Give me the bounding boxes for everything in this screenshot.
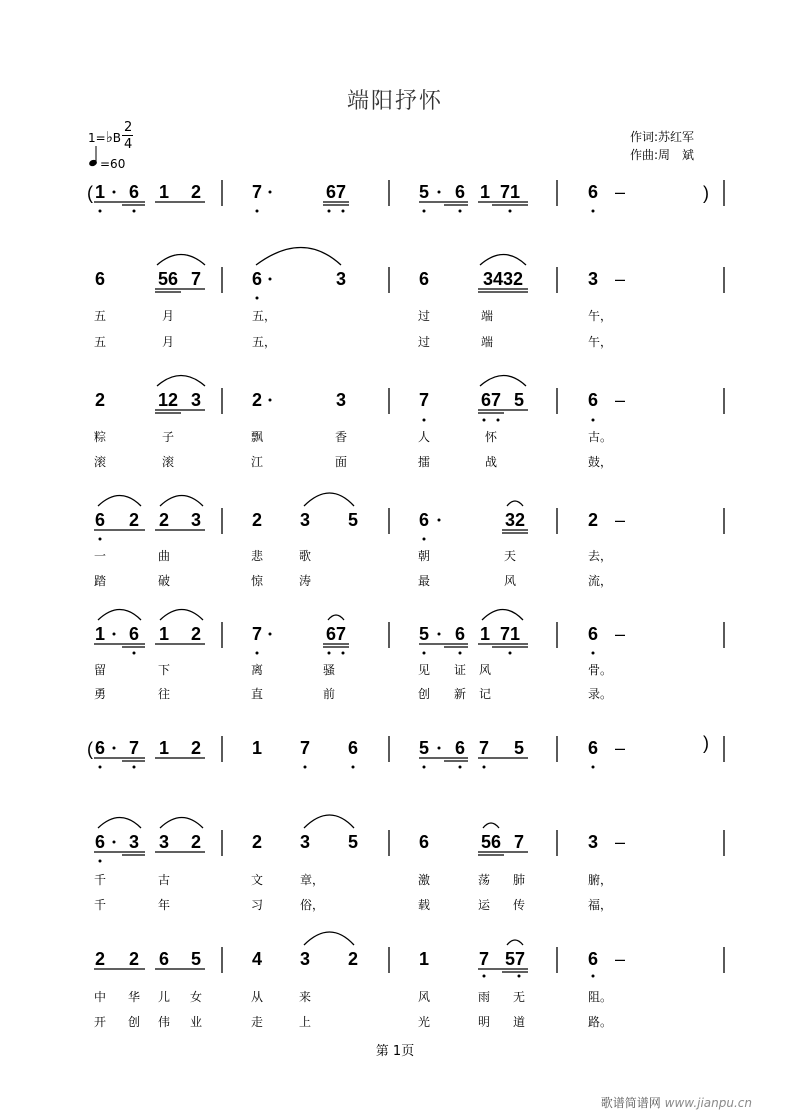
lyric: 五，: [251, 309, 277, 323]
octave-dot: [423, 652, 426, 655]
time-bottom: 4: [124, 137, 133, 152]
jianpu-note: 6: [94, 738, 106, 758]
lyric: 道: [512, 1015, 526, 1029]
slur: [483, 823, 499, 828]
jianpu-note: 6: [418, 510, 430, 530]
jianpu-note: 3: [190, 510, 202, 530]
jianpu-note: 67: [325, 182, 347, 202]
lyric: 最: [417, 574, 431, 588]
jianpu-note: 3: [128, 832, 140, 852]
lyric: 午，: [587, 309, 613, 323]
lyric: 面: [334, 455, 348, 469]
lyric: 怀: [484, 430, 498, 444]
jianpu-note: 2: [190, 832, 202, 852]
lyric: 上: [298, 1015, 312, 1029]
jianpu-note: 2: [251, 390, 263, 410]
dash: –: [614, 832, 626, 852]
lyric: 滚: [161, 455, 175, 469]
jianpu-note: 6: [587, 624, 599, 644]
jianpu-note: 6: [158, 949, 170, 969]
lyric: 过: [417, 335, 431, 349]
lyric: 粽: [93, 430, 107, 444]
octave-dot: [483, 766, 486, 769]
lyric: 天: [503, 549, 517, 563]
jianpu-note: 2: [94, 390, 106, 410]
octave-dot: [99, 538, 102, 541]
lyric: 踏: [93, 574, 107, 588]
lyric: 下: [157, 663, 171, 677]
jianpu-note: 32: [504, 510, 526, 530]
slur: [160, 496, 203, 507]
jianpu-note: 3: [158, 832, 170, 852]
dash: –: [614, 510, 626, 530]
jianpu-note: 6: [94, 269, 106, 289]
lyric: 风: [503, 574, 517, 588]
watermark-url: www.jianpu.cn: [664, 1096, 752, 1110]
slur: [304, 932, 354, 945]
jianpu-note: 7: [128, 738, 140, 758]
jianpu-note: 3: [587, 832, 599, 852]
repeat-bracket-close: ): [703, 183, 709, 203]
lyric: 业: [189, 1015, 203, 1029]
jianpu-note: 6: [94, 832, 106, 852]
octave-dot: [99, 860, 102, 863]
composer-credit: 作曲:周 斌: [630, 148, 695, 162]
octave-dot: [592, 975, 595, 978]
octave-dot: [256, 210, 259, 213]
jianpu-note: 67: [480, 390, 502, 410]
lyric: 子: [161, 430, 175, 444]
rhythm-dot: [113, 841, 116, 844]
jianpu-note: 6: [454, 182, 466, 202]
jianpu-note: 5: [418, 182, 430, 202]
slur: [157, 255, 205, 266]
lyric: 来: [298, 990, 312, 1004]
jianpu-note: 7: [251, 182, 263, 202]
jianpu-note: 7: [299, 738, 311, 758]
dash: –: [614, 390, 626, 410]
lyric: 激: [417, 873, 431, 887]
rhythm-dot: [269, 633, 272, 636]
lyric: 战: [484, 455, 498, 469]
lyric: 录。: [587, 687, 613, 701]
octave-dot: [423, 419, 426, 422]
lyric: 涛: [298, 574, 312, 588]
jianpu-note: 2: [128, 510, 140, 530]
octave-dot: [483, 975, 486, 978]
dash: –: [614, 624, 626, 644]
lyric: 破: [157, 574, 171, 588]
octave-dot: [304, 766, 307, 769]
jianpu-note: 5: [418, 738, 430, 758]
lyric: 从: [250, 990, 264, 1004]
slur: [480, 255, 526, 266]
octave-dot: [483, 419, 486, 422]
jianpu-note: 6: [128, 624, 140, 644]
rhythm-dot: [269, 278, 272, 281]
jianpu-note: 6: [587, 738, 599, 758]
lyric: 五: [93, 309, 107, 323]
jianpu-note: 2: [94, 949, 106, 969]
dash: –: [614, 949, 626, 969]
slur: [256, 248, 341, 266]
page-number: 第 1页: [375, 1044, 415, 1059]
lyric: 人: [417, 430, 431, 444]
jianpu-note: 12: [157, 390, 179, 410]
lyric: 无: [512, 990, 526, 1004]
lyric: 运: [477, 898, 491, 912]
tempo: =60: [100, 157, 126, 171]
jianpu-note: 6: [251, 269, 263, 289]
jianpu-note: 7: [478, 738, 490, 758]
lyric: 香: [334, 430, 348, 444]
jianpu-note: 2: [158, 510, 170, 530]
lyric: 走: [250, 1015, 264, 1029]
octave-dot: [342, 210, 345, 213]
lyric: 风: [478, 663, 492, 677]
octave-dot: [592, 652, 595, 655]
jianpu-note: 1: [94, 624, 106, 644]
lyricist-credit: 作词:苏红军: [630, 130, 695, 144]
lyric: 章，: [299, 873, 325, 887]
jianpu-note: 56: [480, 832, 502, 852]
octave-dot: [328, 210, 331, 213]
octave-dot: [423, 210, 426, 213]
lyric: 端: [480, 309, 494, 323]
jianpu-note: 2: [587, 510, 599, 530]
lyric: 路。: [587, 1015, 613, 1029]
jianpu-note: 57: [504, 949, 526, 969]
jianpu-note: 2: [251, 832, 263, 852]
lyric: 惊: [250, 574, 264, 588]
lyric: 前: [322, 687, 336, 701]
jianpu-note: 6: [587, 949, 599, 969]
lyric: 悲: [250, 549, 264, 563]
lyric: 擂: [417, 455, 431, 469]
lyric: 雨: [477, 990, 491, 1004]
jianpu-note: 2: [347, 949, 359, 969]
jianpu-note: 3: [299, 949, 311, 969]
jianpu-note: 6: [587, 390, 599, 410]
lyric: 光: [417, 1015, 431, 1029]
slur: [328, 615, 344, 620]
lyric: 过: [417, 309, 431, 323]
jianpu-note: 6: [587, 182, 599, 202]
jianpu-note: 1: [158, 738, 170, 758]
jianpu-note: 7: [513, 832, 525, 852]
lyric: 伟: [157, 1015, 171, 1029]
octave-dot: [423, 538, 426, 541]
octave-dot: [459, 766, 462, 769]
lyric: 朝: [417, 549, 431, 563]
lyric: 滚: [93, 455, 107, 469]
lyric: 俗，: [299, 898, 325, 912]
slur: [304, 493, 354, 506]
jianpu-note: 1: [158, 182, 170, 202]
jianpu-note: 1: [94, 182, 106, 202]
repeat-bracket-close: ): [703, 733, 709, 753]
jianpu-note: 6: [128, 182, 140, 202]
lyric: 端: [480, 335, 494, 349]
jianpu-note: 3432: [482, 269, 524, 289]
rhythm-dot: [113, 747, 116, 750]
jianpu-note: 5: [513, 390, 525, 410]
octave-dot: [459, 652, 462, 655]
lyric: 江: [250, 455, 264, 469]
lyric: 传: [512, 898, 526, 912]
lyric: 离: [250, 663, 264, 677]
lyric: 千: [93, 873, 107, 887]
slur: [157, 376, 205, 387]
octave-dot: [592, 766, 595, 769]
lyric: 文: [250, 873, 264, 887]
lyric: 风: [417, 990, 431, 1004]
key-note: B: [112, 131, 122, 145]
jianpu-note: 71: [499, 624, 521, 644]
repeat-bracket-open: (: [87, 739, 93, 759]
lyric: 直: [250, 687, 264, 701]
jianpu-note: 3: [587, 269, 599, 289]
rhythm-dot: [438, 519, 441, 522]
octave-dot: [423, 766, 426, 769]
octave-dot: [342, 652, 345, 655]
lyric: 荡: [477, 873, 491, 887]
jianpu-note: 5: [347, 510, 359, 530]
lyric: 开: [93, 1015, 107, 1029]
jianpu-note: 6: [454, 738, 466, 758]
jianpu-note: 7: [251, 624, 263, 644]
dash: –: [614, 269, 626, 289]
octave-dot: [509, 210, 512, 213]
jianpu-note: 2: [128, 949, 140, 969]
octave-dot: [592, 210, 595, 213]
slur: [507, 940, 523, 945]
repeat-bracket-open: (: [87, 183, 93, 203]
slur: [98, 818, 141, 829]
lyric: 记: [478, 687, 492, 701]
jianpu-note: 7: [190, 269, 202, 289]
lyric: 阻。: [587, 990, 613, 1004]
lyric: 勇: [93, 687, 107, 701]
lyric: 儿: [157, 990, 171, 1004]
lyric: 中: [93, 990, 107, 1004]
jianpu-note: 3: [299, 832, 311, 852]
lyric: 福，: [587, 898, 613, 912]
lyric: 留: [93, 663, 107, 677]
jianpu-note: 56: [157, 269, 179, 289]
rhythm-dot: [113, 191, 116, 194]
slur: [480, 376, 526, 387]
lyric: 歌: [298, 549, 312, 563]
lyric: 古: [157, 873, 171, 887]
lyric: 证: [453, 663, 467, 677]
octave-dot: [99, 210, 102, 213]
slur: [304, 815, 354, 828]
rhythm-dot: [269, 399, 272, 402]
slur: [98, 496, 141, 507]
jianpu-note: 4: [251, 949, 263, 969]
jianpu-note: 67: [325, 624, 347, 644]
lyric: 创: [127, 1015, 141, 1029]
jianpu-note: 2: [190, 624, 202, 644]
lyric: 明: [477, 1015, 491, 1029]
jianpu-note: 3: [335, 390, 347, 410]
slur: [160, 818, 203, 829]
slur: [98, 610, 141, 621]
lyric: 创: [417, 687, 431, 701]
jianpu-note: 2: [251, 510, 263, 530]
lyric: 流，: [587, 574, 613, 588]
lyric: 飘: [250, 430, 264, 444]
octave-dot: [518, 975, 521, 978]
jianpu-note: 5: [347, 832, 359, 852]
lyric: 新: [453, 687, 467, 701]
slur: [160, 610, 203, 621]
jianpu-note: 1: [479, 182, 491, 202]
octave-dot: [509, 652, 512, 655]
lyric: 女: [189, 990, 203, 1004]
lyric: 去，: [587, 549, 613, 563]
jianpu-note: 6: [418, 832, 430, 852]
jianpu-note: 1: [418, 949, 430, 969]
key-prefix: 1=: [88, 131, 106, 145]
watermark: [601, 1094, 752, 1111]
jianpu-note: 1: [158, 624, 170, 644]
rhythm-dot: [438, 747, 441, 750]
jianpu-note: 2: [190, 182, 202, 202]
jianpu-note: 6: [454, 624, 466, 644]
octave-dot: [592, 419, 595, 422]
octave-dot: [133, 210, 136, 213]
slur: [507, 501, 523, 506]
lyric: 月: [161, 309, 175, 323]
jianpu-note: 6: [347, 738, 359, 758]
jianpu-note: 3: [335, 269, 347, 289]
lyric: 月: [161, 335, 175, 349]
octave-dot: [256, 652, 259, 655]
lyric: 华: [127, 990, 141, 1004]
jianpu-note: 6: [418, 269, 430, 289]
rhythm-dot: [113, 633, 116, 636]
octave-dot: [133, 652, 136, 655]
jianpu-note: 5: [418, 624, 430, 644]
octave-dot: [99, 766, 102, 769]
song-title: 端阳抒怀: [346, 89, 443, 114]
rhythm-dot: [438, 191, 441, 194]
octave-dot: [352, 766, 355, 769]
dash: –: [614, 182, 626, 202]
lyric: 一: [93, 549, 107, 563]
lyric: 五，: [251, 335, 277, 349]
octave-dot: [459, 210, 462, 213]
lyric: 骨。: [587, 663, 613, 677]
octave-dot: [328, 652, 331, 655]
jianpu-note: 71: [499, 182, 521, 202]
octave-dot: [497, 419, 500, 422]
rhythm-dot: [269, 191, 272, 194]
octave-dot: [256, 297, 259, 300]
lyric: 曲: [157, 549, 171, 563]
lyric: 古。: [587, 430, 613, 444]
lyric: 往: [157, 687, 171, 701]
flat-sign: ♭: [105, 128, 113, 146]
lyric: 五: [93, 335, 107, 349]
lyric: 见: [417, 663, 431, 677]
jianpu-note: 6: [94, 510, 106, 530]
watermark-site: 歌谱简谱网: [600, 1096, 661, 1110]
jianpu-note: 7: [478, 949, 490, 969]
time-top: 2: [124, 120, 133, 135]
jianpu-note: 2: [190, 738, 202, 758]
slur: [482, 610, 523, 621]
rhythm-dot: [438, 633, 441, 636]
lyric: 肺: [512, 873, 526, 887]
dash: –: [614, 738, 626, 758]
jianpu-note: 7: [418, 390, 430, 410]
lyric: 习: [250, 898, 264, 912]
jianpu-note: 1: [479, 624, 491, 644]
jianpu-note: 3: [299, 510, 311, 530]
lyric: 鼓，: [587, 455, 613, 469]
lyric: 午，: [587, 335, 613, 349]
lyric: 腑，: [587, 873, 613, 887]
jianpu-note: 3: [190, 390, 202, 410]
lyric: 年: [157, 898, 171, 912]
octave-dot: [133, 766, 136, 769]
jianpu-note: 5: [513, 738, 525, 758]
lyric: 载: [417, 898, 431, 912]
lyric: 千: [93, 898, 107, 912]
jianpu-note: 5: [190, 949, 202, 969]
jianpu-note: 1: [251, 738, 263, 758]
lyric: 骚: [322, 663, 336, 677]
